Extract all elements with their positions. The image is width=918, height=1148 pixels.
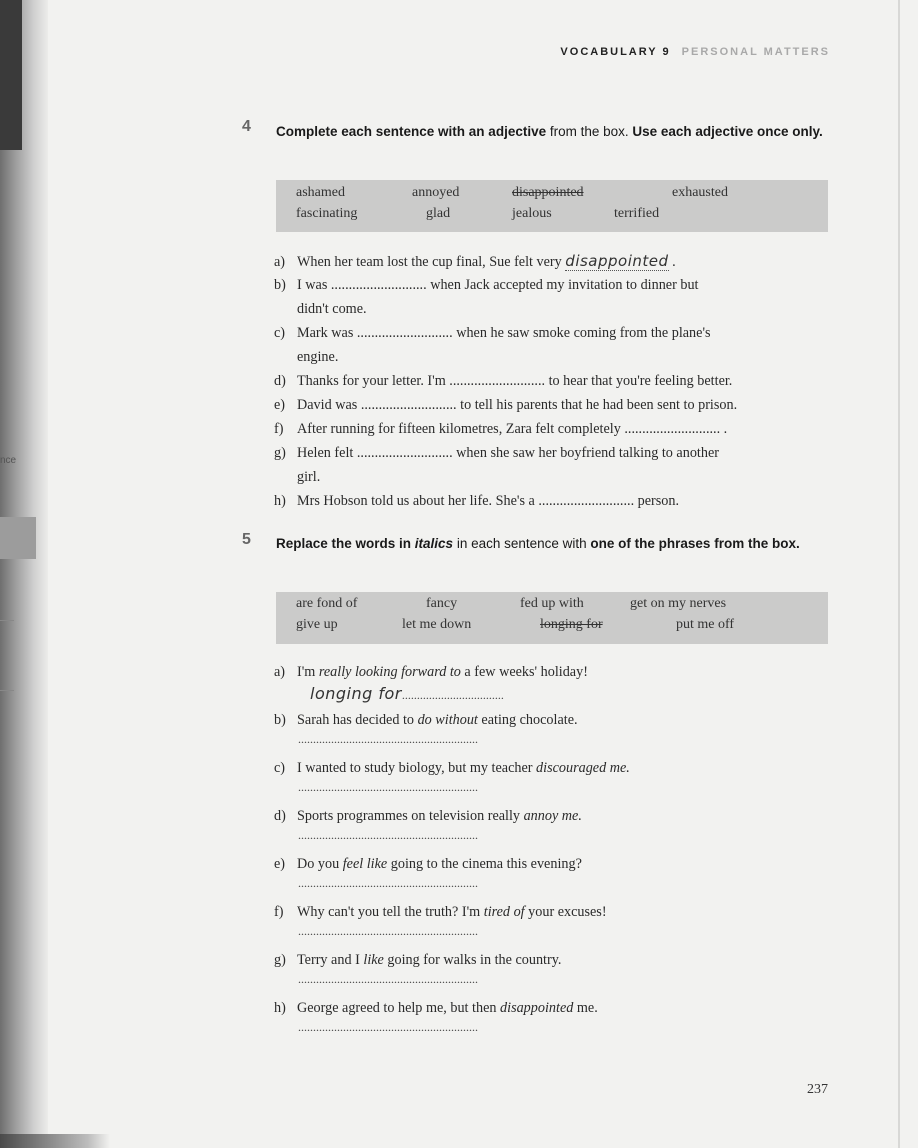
answer-line: [298, 780, 478, 795]
item-label: e): [274, 856, 286, 872]
item-line: [274, 441, 834, 465]
answer-line: [298, 828, 478, 843]
list-item: [274, 804, 834, 828]
box-word: give up: [296, 617, 338, 632]
answer-dots: ..................................: [401, 688, 504, 702]
exercise-4-word-box: [276, 180, 828, 232]
item-text: Thanks for your letter. I'm ........................... to hear that you're feeling better.: [297, 373, 733, 389]
header-title: VOCABULARY 9: [560, 46, 671, 58]
item-line: [274, 900, 834, 924]
item-text: eating chocolate.: [477, 712, 578, 728]
list-item: [274, 489, 834, 513]
answer-dots: ............................................................: [298, 732, 478, 746]
instruction-part: one of the phrases from the box.: [590, 536, 800, 551]
box-word: fancy: [426, 596, 458, 611]
item-text: Terry and I: [297, 952, 364, 968]
item-line: [274, 249, 834, 274]
exercise-4-instruction: [276, 121, 826, 142]
list-item: [274, 900, 834, 924]
item-text: After running for fifteen kilometres, Zara felt completely ........................... .: [297, 421, 728, 437]
right-page-edge: [898, 0, 900, 1148]
item-text: disappointed: [500, 1000, 574, 1016]
item-text: Do you: [297, 856, 343, 872]
answer-line: [298, 924, 478, 939]
item-text: George agreed to help me, but then: [297, 1000, 501, 1016]
page-number: 237: [807, 1082, 828, 1097]
item-label: h): [274, 493, 286, 509]
item-label: b): [274, 277, 286, 293]
item-line: [274, 369, 834, 393]
list-item: [274, 369, 834, 393]
item-continuation: girl.: [297, 469, 321, 485]
list-item: [274, 273, 834, 321]
item-text: I'm: [297, 664, 319, 680]
answer-line: [298, 732, 478, 747]
item-label: a): [274, 254, 286, 270]
list-item: [274, 417, 834, 441]
exercise-5-number: 5: [242, 531, 251, 548]
item-text: Mark was ........................... when he saw smoke coming from the plane's: [297, 325, 711, 341]
box-word: fascinating: [296, 206, 358, 221]
item-line: [274, 273, 834, 297]
item-label: f): [274, 904, 284, 920]
item-continuation: engine.: [297, 349, 339, 365]
item-line: [274, 852, 834, 876]
item-text: Sarah has decided to: [297, 712, 418, 728]
item-text: really looking forward to: [318, 664, 461, 680]
item-line: [274, 996, 834, 1020]
answer-dots: ............................................................: [298, 972, 478, 986]
box-word: put me off: [676, 617, 735, 632]
instruction-part: from the box.: [546, 124, 633, 139]
item-text: me.: [573, 1000, 598, 1016]
item-label: a): [274, 664, 286, 680]
answer-dots: ............................................................: [298, 924, 478, 938]
box-word: jealous: [512, 206, 552, 221]
box-word: ashamed: [296, 185, 345, 200]
item-text: Why can't you tell the truth? I'm: [297, 904, 484, 920]
previous-page-fragment: nce: [0, 455, 17, 466]
list-item: [274, 948, 834, 972]
item-label: d): [274, 373, 286, 389]
box-word: exhausted: [672, 185, 728, 200]
item-end: .: [668, 254, 676, 270]
list-item: [274, 996, 834, 1020]
box-word: glad: [426, 206, 451, 221]
item-text: do without: [417, 712, 478, 728]
exercise-5-instruction: [276, 533, 826, 554]
bottom-shadow: [0, 1134, 110, 1148]
item-text: your excuses!: [524, 904, 607, 920]
running-header: [560, 46, 830, 58]
item-line: [274, 321, 834, 345]
item-text: a few weeks' holiday!: [460, 664, 588, 680]
item-text: discouraged me.: [536, 760, 630, 776]
answer-dots: ............................................................: [298, 780, 478, 794]
box-word: let me down: [402, 617, 472, 632]
item-label: e): [274, 397, 286, 413]
item-text: Helen felt ........................... when she saw her boyfriend talking to another: [297, 445, 719, 461]
handwritten-answer: disappointed: [565, 252, 669, 270]
answer-dots: ............................................................: [298, 876, 478, 890]
list-item: [274, 441, 834, 489]
header-subtitle: PERSONAL MATTERS: [681, 46, 830, 58]
item-label: b): [274, 712, 286, 728]
spine-dark-edge: [0, 0, 22, 150]
item-text: I was ........................... when Jack accepted my invitation to dinner but: [297, 277, 699, 293]
item-line: [274, 804, 834, 828]
item-text: David was ........................... to tell his parents that he had been sent to prison.: [297, 397, 738, 413]
spine-tick: [0, 620, 14, 621]
list-item: [274, 393, 834, 417]
item-label: g): [274, 952, 286, 968]
item-text: like: [363, 952, 384, 968]
box-word: disappointed: [512, 185, 584, 200]
box-word: longing for: [540, 617, 603, 632]
list-item: [274, 756, 834, 780]
book-spine-shadow: [0, 0, 48, 1148]
spine-tab: [0, 517, 36, 559]
item-label: h): [274, 1000, 286, 1016]
item-text: I wanted to study biology, but my teacher: [297, 760, 537, 776]
answer-line: [298, 684, 504, 703]
item-line: [274, 756, 834, 780]
answer-dots: ............................................................: [298, 1020, 478, 1034]
item-label: d): [274, 808, 286, 824]
item-text: feel like: [342, 856, 388, 872]
answer-line: [298, 876, 478, 891]
item-label: c): [274, 760, 286, 776]
item-label: g): [274, 445, 286, 461]
item-text: Mrs Hobson told us about her life. She's a ........................... person.: [297, 493, 680, 509]
item-line: [274, 660, 834, 684]
box-word: get on my nerves: [630, 596, 727, 611]
list-item: [274, 321, 834, 369]
instruction-part: italics: [414, 536, 454, 551]
instruction-part: in each sentence with: [453, 536, 591, 551]
item-continuation: didn't come.: [297, 301, 367, 317]
box-word: are fond of: [296, 596, 358, 611]
handwritten-answer: longing for: [310, 684, 402, 703]
item-text: tired of: [483, 904, 525, 920]
item-text: annoy me.: [523, 808, 582, 824]
box-word: fed up with: [520, 596, 584, 611]
list-item: [274, 708, 834, 732]
instruction-part: Use each adjective once only.: [632, 124, 823, 139]
item-text: going for walks in the country.: [383, 952, 562, 968]
item-text: going to the cinema this evening?: [387, 856, 582, 872]
box-word: annoyed: [412, 185, 460, 200]
item-text: When her team lost the cup final, Sue felt very: [297, 254, 562, 270]
list-item: [274, 852, 834, 876]
instruction-part: Replace the words in: [276, 536, 415, 551]
list-item: [274, 249, 834, 274]
list-item: [274, 660, 834, 684]
exercise-4-number: 4: [242, 118, 251, 135]
item-line: [274, 393, 834, 417]
exercise-5-phrase-box: [276, 592, 828, 644]
item-line: [274, 948, 834, 972]
answer-line: [298, 1020, 478, 1035]
item-text: Sports programmes on television really: [297, 808, 524, 824]
item-line: [274, 489, 834, 513]
instruction-part: Complete each sentence with an adjective: [276, 124, 547, 139]
spine-tick: [0, 690, 14, 691]
item-line: [274, 417, 834, 441]
item-label: c): [274, 325, 286, 341]
item-label: f): [274, 421, 284, 437]
box-word: terrified: [614, 206, 660, 221]
answer-line: [298, 972, 478, 987]
item-line: [274, 708, 834, 732]
answer-dots: ............................................................: [298, 828, 478, 842]
